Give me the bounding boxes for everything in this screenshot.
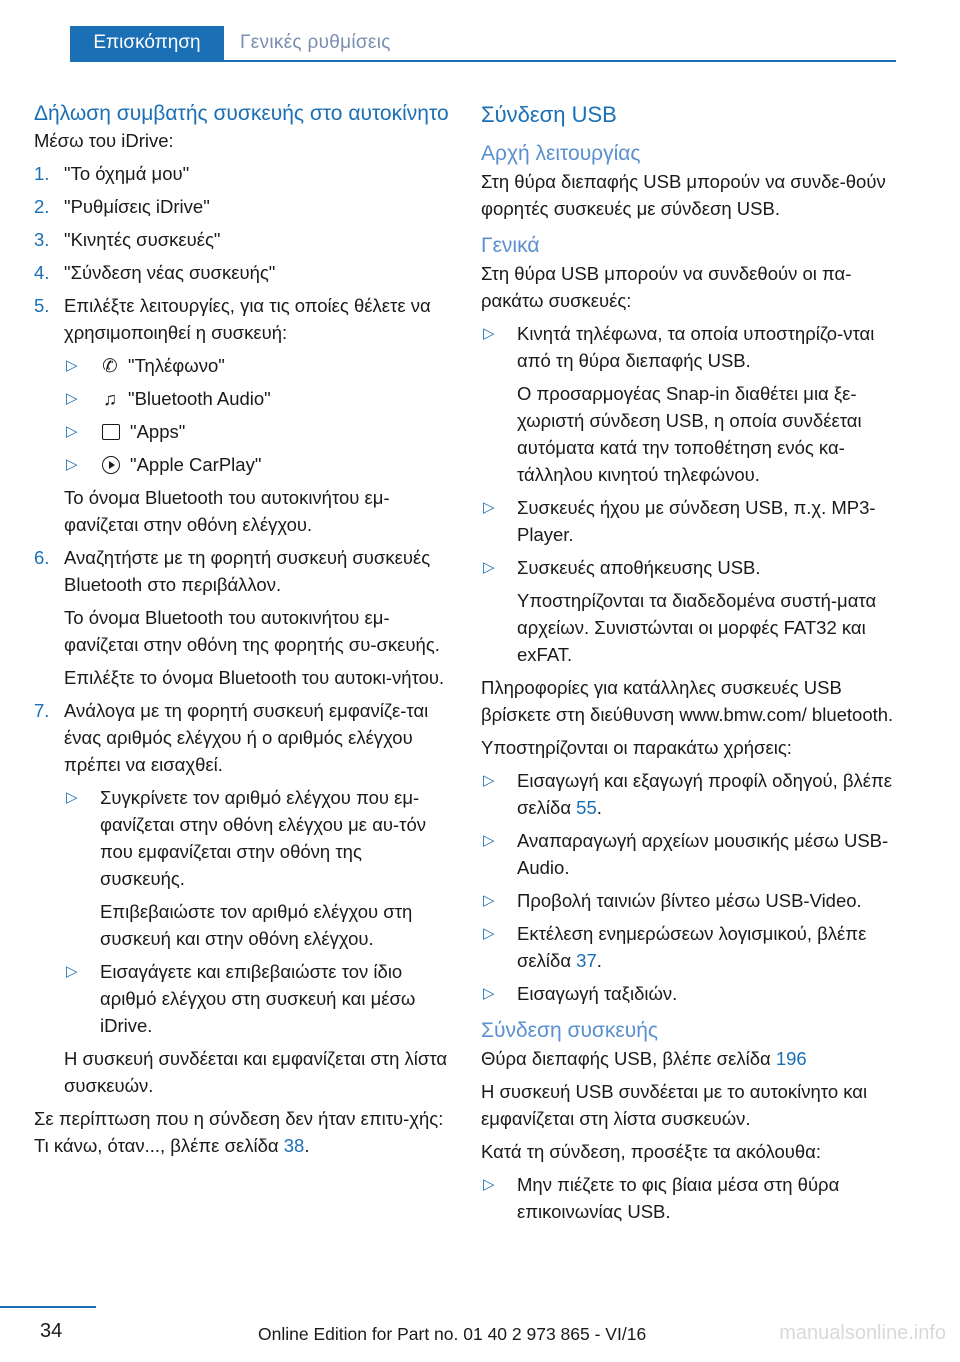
- function-label: "Bluetooth Audio": [128, 388, 271, 409]
- bullet-text: Συσκευές αποθήκευσης USB.: [517, 557, 761, 578]
- function-option: [64, 451, 450, 478]
- step-note: Επιλέξτε το όνομα Bluetooth του αυτοκι-νήτου.: [64, 667, 445, 688]
- function-option: [64, 352, 450, 379]
- subheading-principle: Αρχή λειτουργίας: [481, 142, 641, 165]
- page-link-38[interactable]: 38: [283, 1135, 305, 1156]
- step-item: [34, 160, 450, 187]
- step-item: [34, 697, 450, 1099]
- bullet-text: Αναπαραγωγή αρχείων μουσικής μέσω USB-Audio.: [517, 830, 889, 878]
- carplay-play-icon: [102, 456, 120, 474]
- watermark: manualsonline.info: [779, 1322, 946, 1344]
- bullet-item: [481, 494, 897, 548]
- page-link-37[interactable]: 37: [576, 950, 597, 971]
- tab-general-settings[interactable]: Γενικές ρυθμίσεις: [240, 32, 391, 53]
- section-heading-declare-device: Δήλωση συμβατής συσκευής στο αυτοκίνητο: [34, 102, 449, 125]
- step-text: "Ρυθμίσεις iDrive": [64, 196, 210, 217]
- step-number: 5.: [34, 295, 50, 316]
- paragraph: Κατά τη σύνδεση, προσέξτε τα ακόλουθα:: [481, 1141, 822, 1162]
- step-note: Το όνομα Bluetooth του αυτοκινήτου εμ-φανίζεται στην οθόνη της φορητής συ-σκευής.: [64, 607, 440, 655]
- step-number: 2.: [34, 196, 50, 217]
- bullet-triangle-icon: ▷: [483, 925, 495, 942]
- paragraph: Στη θύρα USB μπορούν να συνδεθούν οι πα-ρακάτω συσκευές:: [481, 263, 852, 311]
- step-text: "Κινητές συσκευές": [64, 229, 221, 250]
- step-text: Ανάλογα με τη φορητή συσκευή εμφανίζε-ται ένας αριθμός ελέγχου ή ο αριθμός ελέγχου πρέπει να εισαχθεί.: [64, 700, 429, 775]
- left-column: [34, 100, 450, 1165]
- paragraph: Πληροφορίες για κατάλληλες συσκευές USB βρίσκετε στη διεύθυνση www.bmw.com/ bluetooth.: [481, 677, 894, 725]
- bullet-text: Μην πιέζετε το φις βίαια μέσα στη θύρα επικοινωνίας USB.: [517, 1174, 840, 1222]
- bullet-note: Επιβεβαιώστε τον αριθμό ελέγχου στη συσκευή και στην οθόνη ελέγχου.: [100, 901, 413, 949]
- bullet-item: [481, 554, 897, 668]
- bullet-item: [481, 827, 897, 881]
- step-number: 1.: [34, 163, 50, 184]
- bullet-triangle-icon: ▷: [66, 456, 78, 473]
- bullet-item: [64, 958, 450, 1039]
- bullet-triangle-icon: ▷: [483, 985, 495, 1002]
- music-note-icon: ♫: [103, 388, 117, 409]
- bullet-text: Εισαγάγετε και επιβεβαιώστε τον ίδιο αριθμό ελέγχου στη συσκευή και μέσω iDrive.: [100, 961, 416, 1036]
- page-link-196[interactable]: 196: [775, 1048, 807, 1069]
- step-number: 4.: [34, 262, 50, 283]
- bullet-item: [481, 887, 897, 914]
- step-number: 3.: [34, 229, 50, 250]
- step-item: [34, 544, 450, 691]
- function-label: "Τηλέφωνο": [128, 355, 225, 376]
- step-text: Επιλέξτε λειτουργίες, για τις οποίες θέλετε να χρησιμοποιηθεί η συσκευή:: [64, 295, 431, 343]
- step-text: "Το όχημά μου": [64, 163, 190, 184]
- step-result: Η συσκευή συνδέεται και εμφανίζεται στη λίστα συσκευών.: [64, 1048, 448, 1096]
- page-link-55[interactable]: 55: [576, 797, 597, 818]
- bullet-text: Εκτέλεση ενημερώσεων λογισμικού, βλέπε σελίδα: [517, 923, 867, 971]
- function-label: "Apps": [130, 421, 186, 442]
- step-item: [34, 226, 450, 253]
- phone-icon: ✆: [102, 355, 118, 376]
- bullet-text: Συσκευές ήχου με σύνδεση USB, π.χ. MP3-Player.: [517, 497, 876, 545]
- step-number: 7.: [34, 700, 50, 721]
- step-note: Το όνομα Bluetooth του αυτοκινήτου εμ-φανίζεται στην οθόνη ελέγχου.: [64, 487, 390, 535]
- bullet-triangle-icon: ▷: [66, 390, 78, 407]
- section-heading-usb: Σύνδεση USB: [481, 102, 617, 127]
- function-option: [64, 418, 450, 445]
- step-item: [34, 259, 450, 286]
- bullet-note: Ο προσαρμογέας Snap-in διαθέτει μια ξε-χωριστή σύνδεση USB, η οποία συνδέεται αυτόματα κατά την τοποθέτηση ενός κα-τάλληλου κινητού τηλεφώνου.: [517, 383, 862, 485]
- bullet-item: ▷ Εκτέλεση ενημερώσεων λογισμικού, βλέπε σελίδα 37.: [481, 920, 897, 974]
- bullet-triangle-icon: ▷: [66, 357, 78, 374]
- step-number: 6.: [34, 547, 50, 568]
- bullet-triangle-icon: ▷: [483, 832, 495, 849]
- bullet-triangle-icon: ▷: [483, 325, 495, 342]
- page-number: 34: [40, 1320, 63, 1342]
- bullet-item: [481, 1171, 897, 1225]
- bullet-item: [64, 784, 450, 952]
- intro-text: Μέσω του iDrive:: [34, 130, 174, 151]
- bullet-text: Προβολή ταινιών βίντεο μέσω USB-Video.: [517, 890, 862, 911]
- subheading-connect-device: Σύνδεση συσκευής: [481, 1019, 659, 1042]
- paragraph: Η συσκευή USB συνδέεται με το αυτοκίνητο και εμφανίζεται στη λίστα συσκευών.: [481, 1081, 868, 1129]
- step-item: [34, 193, 450, 220]
- bullet-triangle-icon: ▷: [483, 1176, 495, 1193]
- function-label: "Apple CarPlay": [130, 454, 262, 475]
- bullet-triangle-icon: ▷: [483, 892, 495, 909]
- bullet-text: Κινητά τηλέφωνα, τα οποία υποστηρίζο-νται από τη θύρα διεπαφής USB.: [517, 323, 875, 371]
- bullet-triangle-icon: ▷: [483, 499, 495, 516]
- paragraph: Υποστηρίζονται οι παρακάτω χρήσεις:: [481, 737, 792, 758]
- right-column: [481, 100, 897, 1231]
- header-divider: [70, 60, 896, 62]
- step-text: Αναζητήστε με τη φορητή συσκευή συσκευές Bluetooth στο περιβάλλον.: [64, 547, 431, 595]
- bullet-item: ▷ Εισαγωγή και εξαγωγή προφίλ οδηγού, βλέπε σελίδα 55.: [481, 767, 897, 821]
- function-option: [64, 385, 450, 412]
- bullet-text: Εισαγωγή ταξιδιών.: [517, 983, 678, 1004]
- header-bar: [0, 0, 960, 62]
- bullet-triangle-icon: ▷: [66, 789, 78, 806]
- bullet-text: Εισαγωγή και εξαγωγή προφίλ οδηγού, βλέπε σελίδα: [517, 770, 893, 818]
- bullet-triangle-icon: ▷: [66, 963, 78, 980]
- paragraph-text: Θύρα διεπαφής USB, βλέπε σελίδα: [481, 1048, 771, 1069]
- edition-info: Online Edition for Part no. 01 40 2 973 865 - VI/16: [258, 1324, 647, 1344]
- page-number-divider: [0, 1306, 96, 1308]
- bullet-triangle-icon: ▷: [483, 559, 495, 576]
- tab-overview[interactable]: Επισκόπηση: [70, 26, 224, 60]
- bullet-item: [481, 320, 897, 488]
- bullet-text: Συγκρίνετε τον αριθμό ελέγχου που εμ-φανίζεται στην οθόνη ελέγχου με αυ-τόν που εμφανίζεται στην οθόνη της συσκευής.: [100, 787, 427, 889]
- subheading-general: Γενικά: [481, 234, 540, 257]
- bullet-triangle-icon: ▷: [483, 772, 495, 789]
- paragraph: [481, 1045, 897, 1072]
- failure-label: Σε περίπτωση που η σύνδεση δεν ήταν επιτυ-χής: Τι κάνω, όταν..., βλέπε σελίδα: [34, 1108, 444, 1156]
- failure-text: Σε περίπτωση που η σύνδεση δεν ήταν επιτυ-χής: Τι κάνω, όταν..., βλέπε σελίδα 38.: [34, 1108, 444, 1156]
- step-text: "Σύνδεση νέας συσκευής": [64, 262, 276, 283]
- apps-box-icon: [102, 424, 120, 440]
- step-item: [34, 292, 450, 538]
- bullet-triangle-icon: ▷: [66, 423, 78, 440]
- page-footer: [0, 1300, 960, 1362]
- paragraph: Στη θύρα διεπαφής USB μπορούν να συνδε-θούν φορητές συσκευές με σύνδεση USB.: [481, 171, 886, 219]
- bullet-item: [481, 980, 897, 1007]
- bullet-note: Υποστηρίζονται τα διαδεδομένα συστή-ματα αρχείων. Συνιστώνται οι μορφές FAT32 και exFAT.: [517, 590, 877, 665]
